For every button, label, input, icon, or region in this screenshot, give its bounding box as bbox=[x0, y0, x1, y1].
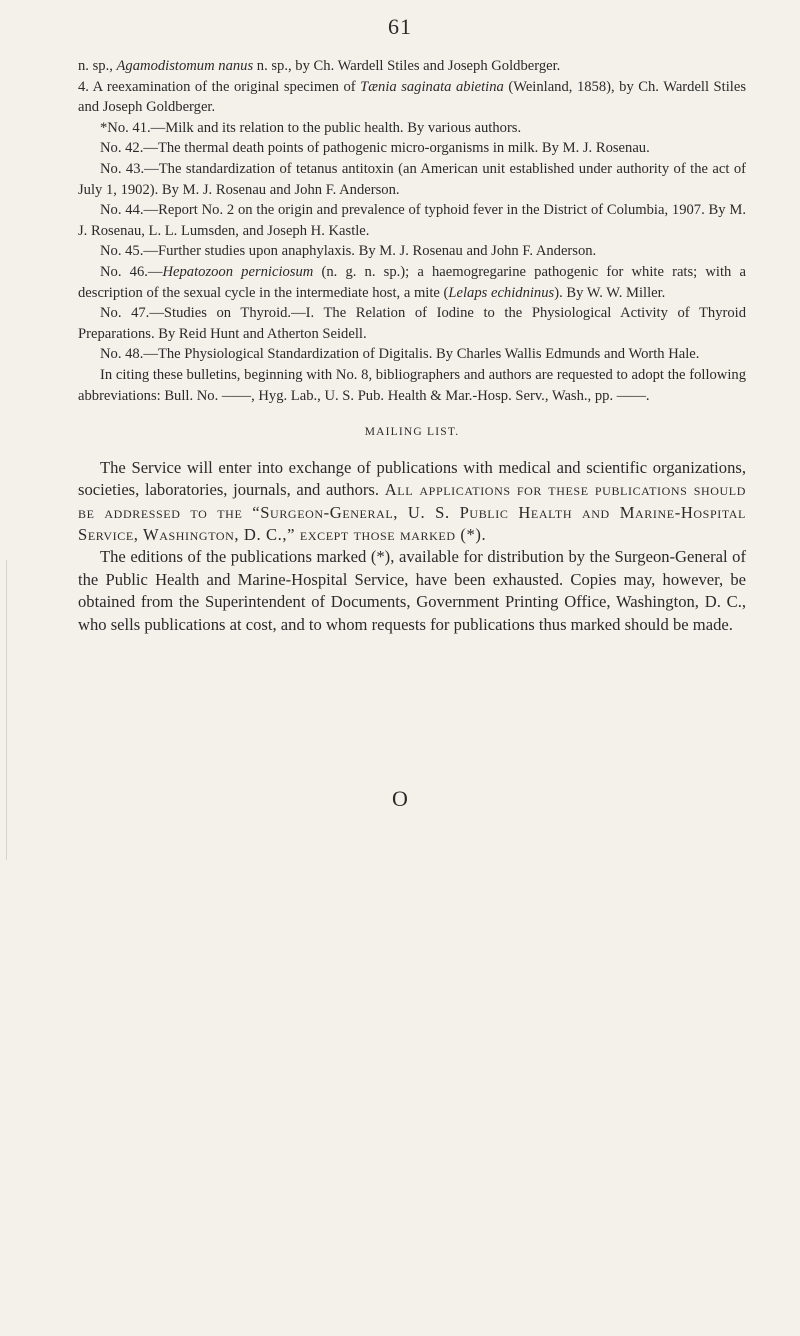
bulletin-entry-subitem: 4. A reexamination of the original specimen of Tænia saginata abietina (Weinland, 1858), by Ch. Wardell Stiles and Joseph Goldberger. bbox=[78, 78, 746, 116]
bulletin-entry: No. 43.—The standardization of tetanus antitoxin (an American unit established under authority of the act of July 1, 1902). By M. J. Rosenau and John F. Anderson. bbox=[78, 160, 746, 198]
bulletin-entry: *No. 41.—Milk and its relation to the public health. By various authors. bbox=[100, 119, 522, 136]
mailing-list-paragraph: The Service will enter into exchange of publications with medical and scientific organizations, societies, laboratories, journals, and authors. All applications for these publications should be addressed to the “Surgeon-General, U. S. Public Health and Marine-Hospital Service, Washington, D. C.,” except those marked (*). bbox=[78, 457, 746, 544]
bulletin-entry: No. 48.—The Physiological Standardization of Digitalis. By Charles Wallis Edmunds and Worth Hale. bbox=[100, 346, 700, 363]
mailing-list-heading: MAILING LIST. bbox=[364, 426, 460, 439]
bulletin-entry-continuation: n. sp., Agamodistomum nanus n. sp., by Ch. Wardell Stiles and Joseph Goldberger. bbox=[78, 58, 561, 74]
species-name: Agamodistomum nanus bbox=[116, 58, 254, 74]
bulletin-entry: No. 45.—Further studies upon anaphylaxis. By M. J. Rosenau and John F. Anderson. bbox=[100, 243, 597, 260]
bulletin-entry: No. 42.—The thermal death points of pathogenic micro-organisms in milk. By M. J. Rosenau. bbox=[100, 140, 650, 157]
page-number: 61 bbox=[388, 14, 412, 39]
page-edge-shadow bbox=[6, 560, 7, 860]
species-name: Lelaps echidninus bbox=[448, 284, 555, 301]
exhausted-editions-paragraph: The editions of the publications marked (*), available for distribution by the Surgeon-General of the Public Health and Marine-Hospital Service, have been exhausted. Copies may, however, be obtained from the Superintendent of Documents, Government Printing Office, Washington, D. C., who sells publications at cost, and to whom requests for publications thus marked should be made. bbox=[78, 547, 746, 634]
bulletin-entry: No. 44.—Report No. 2 on the origin and prevalence of typhoid fever in the District of Columbia, 1907. By M. J. Rosenau, L. L. Lumsden, and Joseph H. Kastle. bbox=[78, 202, 746, 239]
bulletin-entry: No. 46.—Hepatozoon perniciosum (n. g. n. sp.); a haemogregarine pathogenic for white rats; with a description of the sexual cycle in the intermediate host, a mite (Lelaps echidninus). By W. W. Miller. bbox=[78, 263, 746, 301]
end-mark: O bbox=[392, 786, 408, 811]
bulletin-entry: No. 47.—Studies on Thyroid.—I. The Relation of Iodine to the Physiological Activity of Thyroid Preparations. By Reid Hunt and Atherton Seidell. bbox=[78, 305, 746, 342]
species-name: Tænia saginata abietina bbox=[360, 78, 504, 95]
page-body bbox=[78, 56, 746, 636]
citation-note: In citing these bulletins, beginning with No. 8, bibliographers and authors are requested to adopt the following abbreviations: Bull. No. ——, Hyg. Lab., U. S. Pub. Health & Mar.-Hosp. Serv., Wash., pp. ——. bbox=[78, 366, 746, 404]
mailing-address-instruction: All applications for these publications should be addressed to the “Surgeon-General, U. S. Public Health and Marine-Hospital Service, Washington, D. C.,” except those marked (*). bbox=[78, 480, 746, 544]
species-name: Hepatozoon perniciosum bbox=[162, 263, 314, 280]
